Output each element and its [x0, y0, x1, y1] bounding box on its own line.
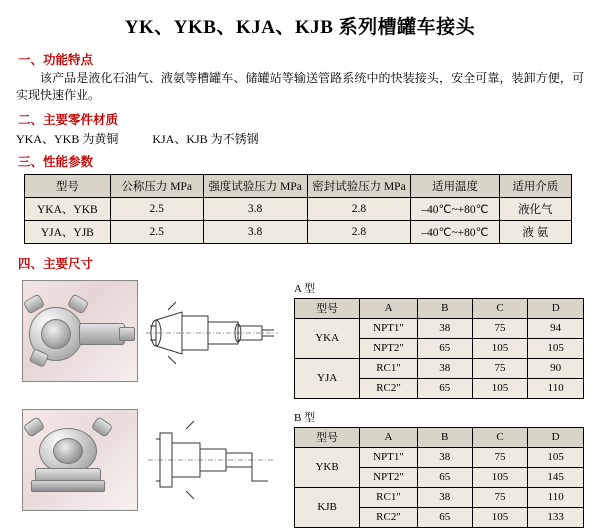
perf-r0-c5: 液化气: [499, 197, 571, 220]
table-row: [295, 447, 584, 467]
dim-a-r0-c2: 38: [417, 318, 472, 338]
dim-a-r2-c3: 75: [472, 358, 528, 378]
dim-a-group-1: YJA: [295, 358, 360, 398]
section-heading-features: 一、功能特点: [18, 53, 94, 67]
dimension-label-a: A 型: [294, 282, 316, 295]
dim-b-r0-c4: 105: [528, 447, 584, 467]
perf-r1-c0: YJA、YJB: [25, 220, 111, 243]
section-heading-dimensions: 四、主要尺寸: [18, 256, 94, 271]
perf-col-2: 强度试验压力 MPa: [203, 174, 307, 197]
dim-b-r0-c3: 75: [472, 447, 528, 467]
features-paragraph: 该产品是液化石油气、液氨等槽罐车、储罐站等输送管路系统中的快装接头，安全可靠，装卸方便，可实现快速作业。: [16, 71, 584, 103]
dim-a-r3-c4: 110: [528, 378, 584, 398]
dimension-label-b: B 型: [294, 411, 316, 424]
dim-b-r0-c2: 38: [417, 447, 472, 467]
dim-a-r1-c1: NPT2": [360, 338, 418, 358]
dim-a-r2-c1: RC1": [360, 358, 418, 378]
dim-a-r0-c4: 94: [528, 318, 584, 338]
perf-r0-c4: –40℃~+80℃: [411, 197, 499, 220]
perf-r1-c4: –40℃~+80℃: [411, 220, 499, 243]
dimension-block-b: [22, 409, 600, 528]
dim-b-col-4: D: [528, 427, 584, 447]
dim-b-r1-c2: 65: [417, 467, 472, 487]
technical-drawing-a: [142, 280, 280, 380]
dim-b-r2-c3: 75: [472, 487, 528, 507]
table-row: [25, 220, 572, 243]
dim-b-col-1: A: [360, 427, 418, 447]
table-header-row: [295, 298, 584, 318]
dim-b-group-1: KJB: [295, 487, 360, 527]
dim-b-r2-c1: RC1": [360, 487, 418, 507]
dim-a-r3-c1: RC2": [360, 378, 418, 398]
dimension-table-b: [294, 427, 584, 528]
dim-b-r2-c2: 38: [417, 487, 472, 507]
technical-drawing-b: [142, 409, 280, 509]
table-row: [295, 358, 584, 378]
perf-r0-c0: YKA、YKB: [25, 197, 111, 220]
dim-a-col-3: C: [472, 298, 528, 318]
table-row: [25, 197, 572, 220]
dim-a-r0-c3: 75: [472, 318, 528, 338]
dimension-table-wrap-b: [294, 409, 584, 528]
dim-b-r3-c1: RC2": [360, 507, 418, 527]
dimension-table-a: [294, 298, 584, 399]
dim-a-r1-c4: 105: [528, 338, 584, 358]
dim-a-r2-c4: 90: [528, 358, 584, 378]
perf-r1-c5: 液 氨: [499, 220, 571, 243]
perf-r0-c3: 2.8: [307, 197, 411, 220]
dim-a-col-4: D: [528, 298, 584, 318]
dimensions-section: [0, 280, 600, 528]
dim-a-group-0: YKA: [295, 318, 360, 358]
material-right: KJA、KJB 为不锈钢: [152, 131, 259, 146]
page-title: YK、YKB、KJA、KJB 系列槽罐车接头: [124, 17, 476, 38]
dimension-table-wrap-a: [294, 280, 584, 399]
perf-r0-c1: 2.5: [110, 197, 203, 220]
dim-b-group-0: YKB: [295, 447, 360, 487]
perf-r1-c3: 2.8: [307, 220, 411, 243]
dim-a-col-0: 型号: [295, 298, 360, 318]
section-heading-material: 二、主要零件材质: [18, 112, 119, 127]
perf-r0-c2: 3.8: [203, 197, 307, 220]
dim-b-r1-c3: 105: [472, 467, 528, 487]
material-left: YKA、YKB 为黄铜: [16, 131, 119, 146]
table-header-row: [25, 174, 572, 197]
perf-col-3: 密封试验压力 MPa: [307, 174, 411, 197]
perf-col-4: 适用温度: [411, 174, 499, 197]
section-heading-performance: 三、性能参数: [18, 154, 94, 169]
dim-b-r1-c4: 145: [528, 467, 584, 487]
dim-a-r3-c3: 105: [472, 378, 528, 398]
dim-a-r0-c1: NPT1": [360, 318, 418, 338]
dimension-block-a: [22, 280, 600, 399]
perf-r1-c1: 2.5: [110, 220, 203, 243]
dim-b-r3-c2: 65: [417, 507, 472, 527]
dim-a-r1-c3: 105: [472, 338, 528, 358]
dim-b-r2-c4: 110: [528, 487, 584, 507]
perf-col-1: 公称压力 MPa: [110, 174, 203, 197]
table-header-row: [295, 427, 584, 447]
dim-a-r2-c2: 38: [417, 358, 472, 378]
product-photo-b: [22, 409, 138, 511]
dim-b-r3-c3: 105: [472, 507, 528, 527]
perf-col-5: 适用介质: [499, 174, 571, 197]
dim-a-col-2: B: [417, 298, 472, 318]
dim-b-col-2: B: [417, 427, 472, 447]
drawing-svg-b: [142, 409, 280, 509]
performance-table: [24, 174, 572, 244]
dim-b-col-0: 型号: [295, 427, 360, 447]
drawing-svg-a: [142, 280, 280, 380]
dim-a-col-1: A: [360, 298, 418, 318]
dim-a-r3-c2: 65: [417, 378, 472, 398]
dim-b-r1-c1: NPT2": [360, 467, 418, 487]
dim-a-r1-c2: 65: [417, 338, 472, 358]
material-lines: [16, 130, 600, 147]
table-row: [295, 318, 584, 338]
dim-b-r0-c1: NPT1": [360, 447, 418, 467]
product-photo-a: [22, 280, 138, 382]
perf-col-0: 型号: [25, 174, 111, 197]
dim-b-r3-c4: 133: [528, 507, 584, 527]
dim-b-col-3: C: [472, 427, 528, 447]
table-row: [295, 487, 584, 507]
perf-r1-c2: 3.8: [203, 220, 307, 243]
